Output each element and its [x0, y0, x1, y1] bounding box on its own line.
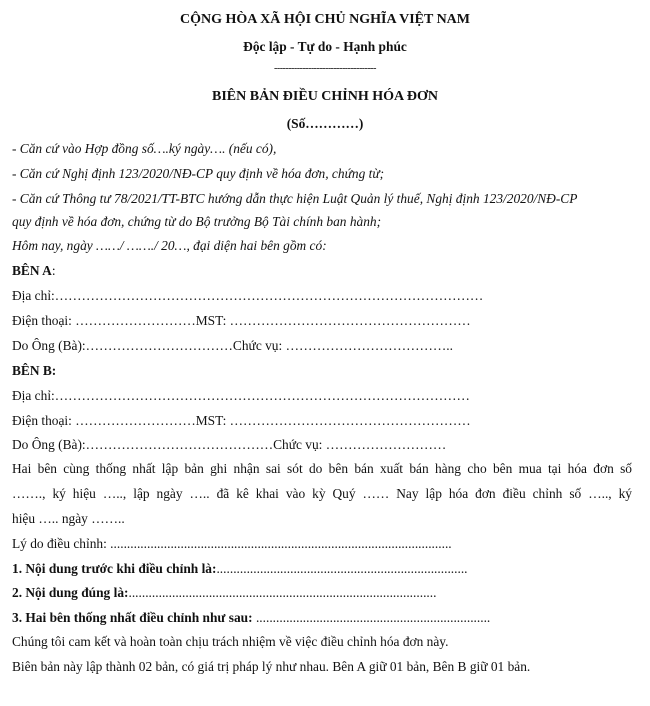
- motto: Độc lập - Tự do - Hạnh phúc: [243, 39, 407, 54]
- party-b-heading: BÊN B:: [12, 363, 57, 378]
- copies-line: Biên bản này lập thành 02 bản, có giá trị pháp lý như nhau. Bên A giữ 01 bản, Bên B giữ 01 bản.: [12, 659, 531, 674]
- item-correct-dots: ............................................................................................: [128, 585, 437, 600]
- item-correct-label: 2. Nội dung đúng là:: [12, 585, 129, 600]
- basis-contract: - Căn cứ vào Hợp đồng số….ký ngày…. (nếu có),: [12, 141, 277, 156]
- nation-heading: CỘNG HÒA XÃ HỘI CHỦ NGHĨA VIỆT NAM: [179, 12, 470, 27]
- commitment-line: Chúng tôi cam kết và hoàn toàn chịu trách nhiệm về việc điều chỉnh hóa đơn này.: [12, 634, 449, 649]
- party-a-phone-tax: Điện thoại: ………………………MST: ………………………………………………: [12, 313, 471, 328]
- party-b-representative: Do Ông (Bà):……………………………………Chức vụ: ………………………: [12, 437, 447, 452]
- header-rule: ------------------------------------: [274, 63, 376, 74]
- agreement-line-3: hiệu ….. ngày ……..: [12, 511, 125, 526]
- party-a-label: BÊN A: [12, 263, 52, 278]
- party-a-representative: Do Ông (Bà):……………………………Chức vụ: ………………………………..: [12, 338, 453, 353]
- party-b-phone-tax: Điện thoại: ………………………MST: ………………………………………………: [12, 413, 471, 428]
- basis-circular-cont: quy định về hóa đơn, chứng từ do Bộ trưởng Bộ Tài chính ban hành;: [12, 214, 382, 229]
- document-title: BIÊN BẢN ĐIỀU CHỈNH HÓA ĐƠN: [212, 89, 438, 104]
- item-before: [12, 561, 468, 577]
- agreement-line-1: Hai bên cùng thống nhất lập bản ghi nhận sai sót do bên bán xuất bán hàng cho bên mua tại hóa đơn số: [12, 461, 632, 476]
- reason-line: Lý do điều chỉnh: ......................................................................................................: [12, 536, 452, 551]
- item-agreed-dots: ......................................................................: [252, 610, 491, 625]
- item-correct: [12, 585, 436, 601]
- party-a-heading: [12, 263, 56, 279]
- agreement-line-2: ……., ký hiệu ….., lập ngày ….. đã kê khai vào kỳ Quý …… Nay lập hóa đơn điều chỉnh số ….., ký: [12, 486, 632, 501]
- basis-circular: - Căn cứ Thông tư 78/2021/TT-BTC hướng dẫn thực hiện Luật Quản lý thuế, Nghị định 123/2020/NĐ-CP: [12, 191, 578, 206]
- item-before-label: 1. Nội dung trước khi điều chỉnh là:: [12, 561, 217, 576]
- today-line: Hôm nay, ngày ……/ ……./ 20…, đại diện hai bên gồm có:: [12, 238, 327, 253]
- document-number: (Số…………): [286, 116, 364, 131]
- party-a-address: Địa chỉ:……………………………………………………………………………………: [12, 288, 484, 303]
- item-before-dots: ...........................................................................: [216, 561, 468, 576]
- party-a-colon: :: [51, 263, 56, 278]
- party-b-address: Địa chỉ:…………………………………………………………………………………: [12, 388, 470, 403]
- item-agreed-label: 3. Hai bên thống nhất điều chỉnh như sau:: [12, 610, 253, 625]
- item-agreed: [12, 610, 490, 626]
- basis-decree: - Căn cứ Nghị định 123/2020/NĐ-CP quy định về hóa đơn, chứng từ;: [12, 166, 385, 181]
